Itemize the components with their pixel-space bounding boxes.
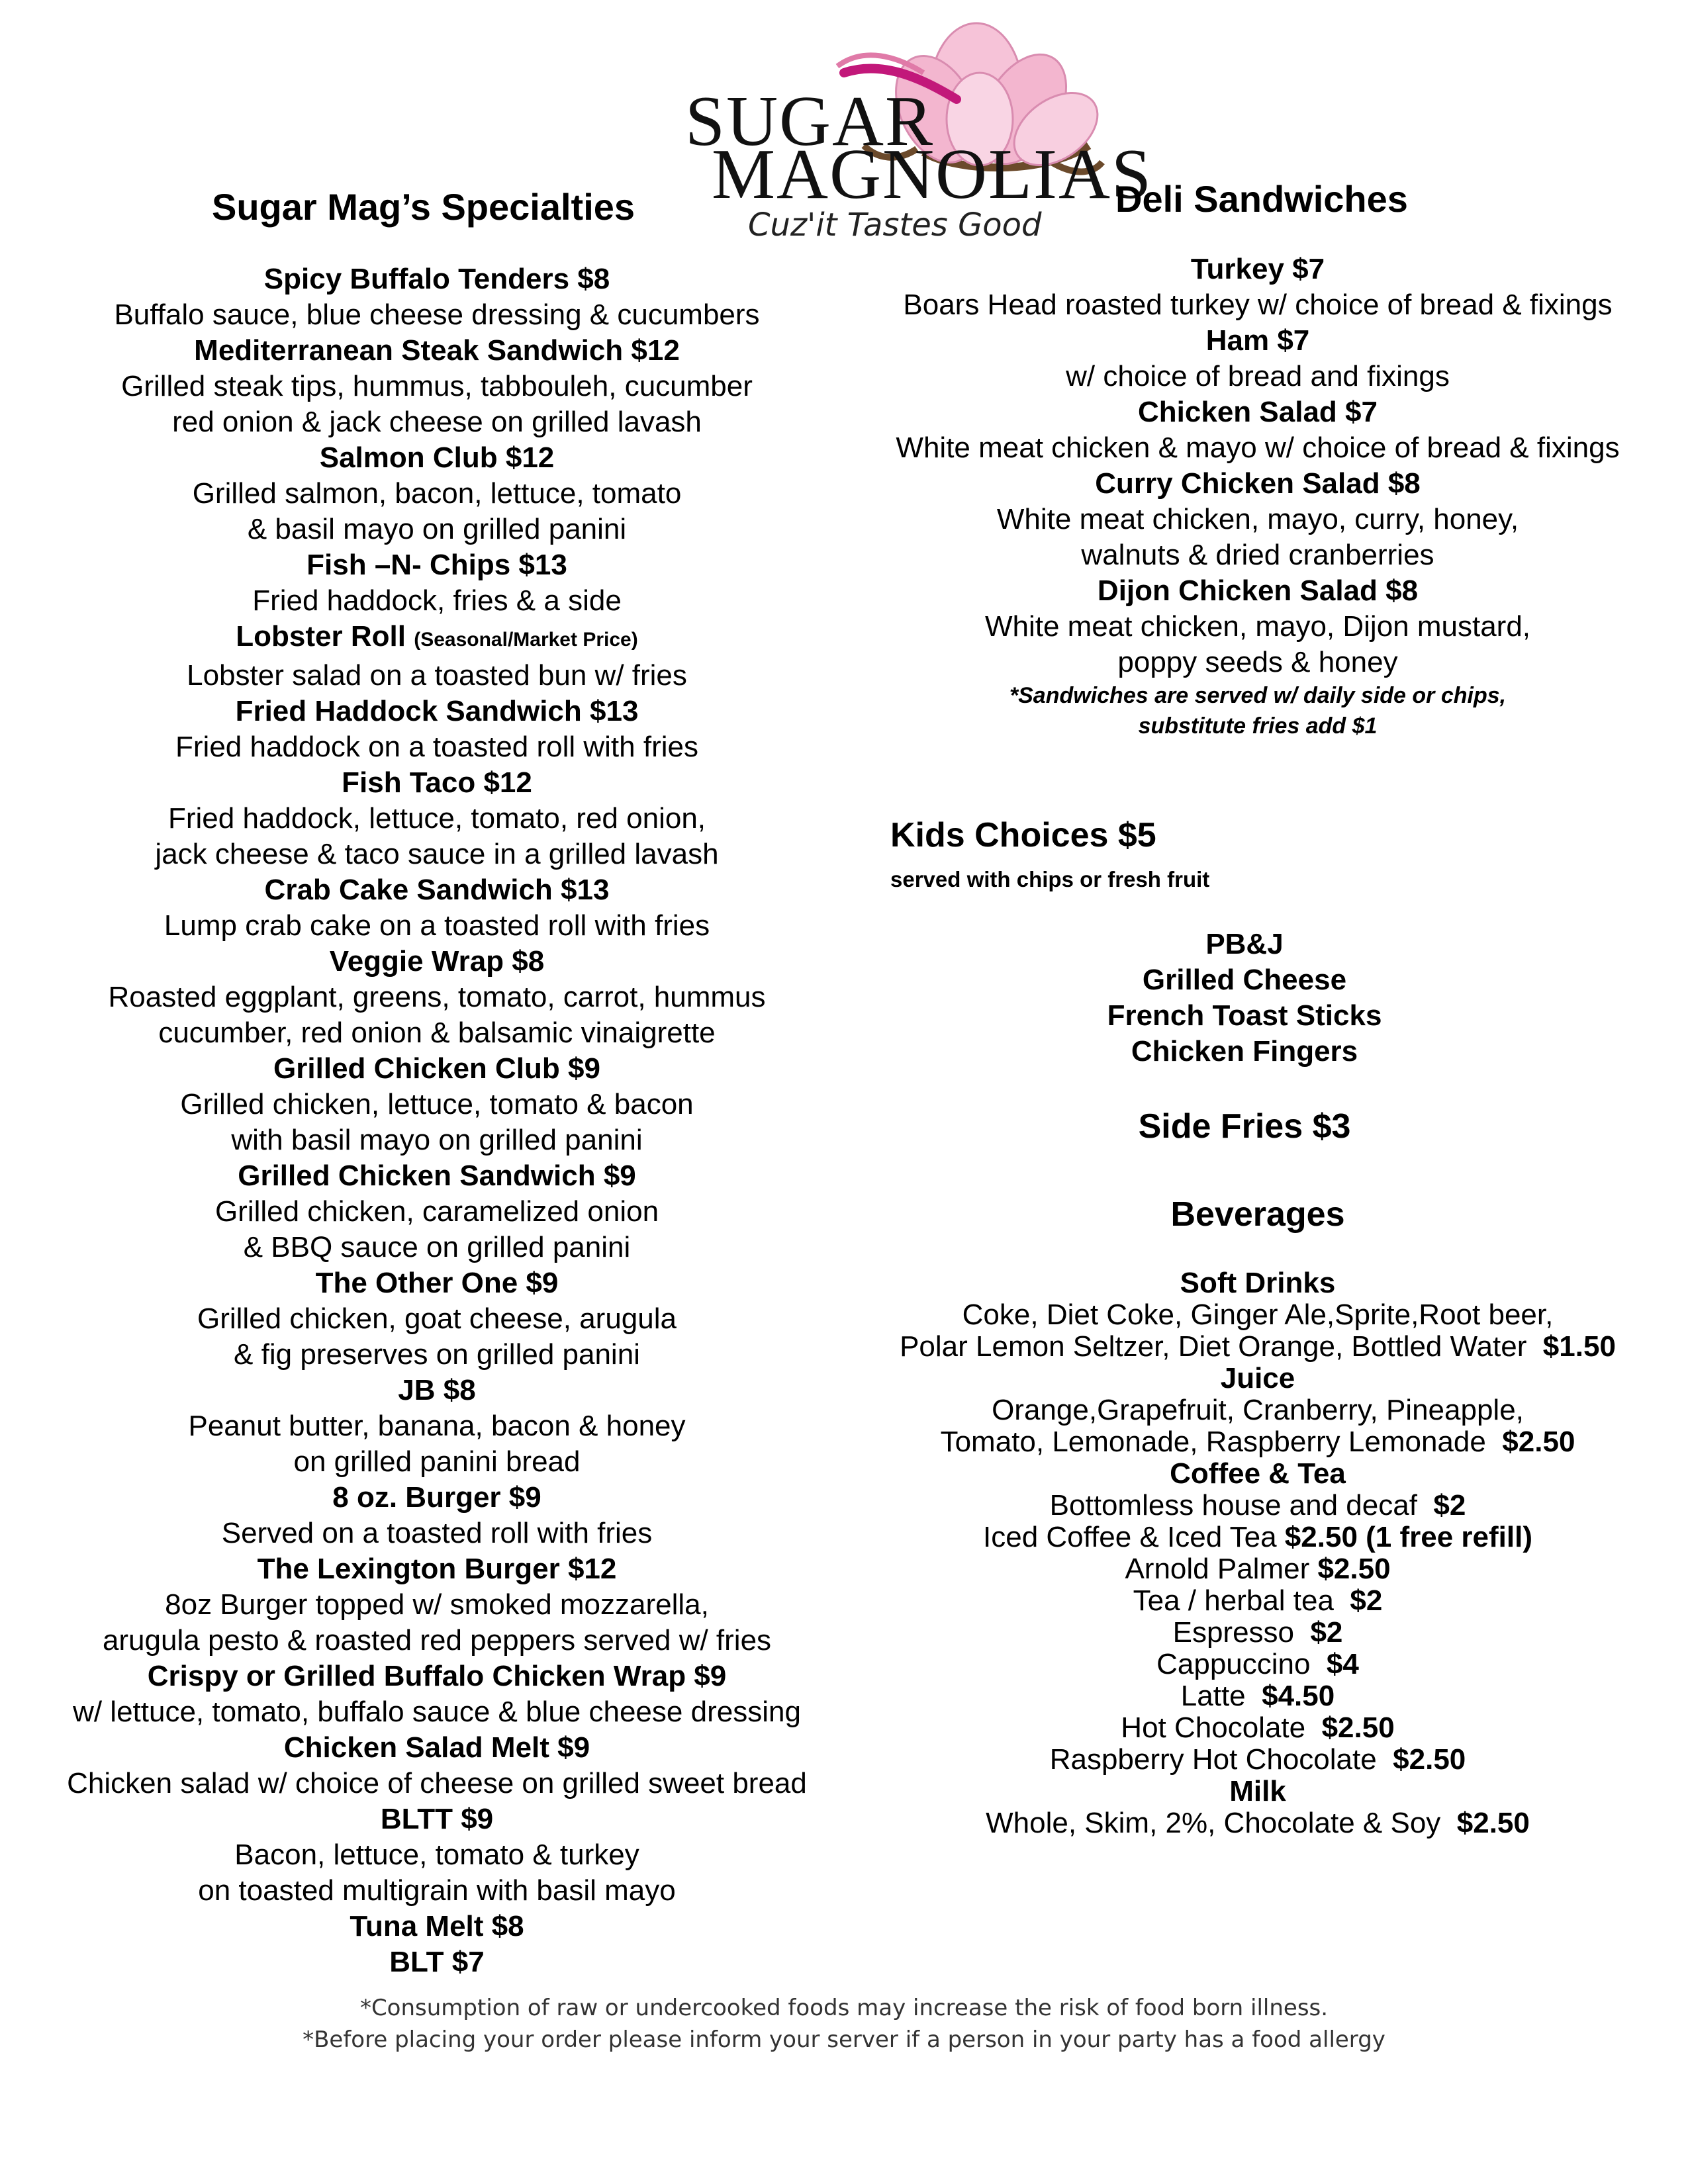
specialties-title: Sugar Mag’s Specialties: [212, 186, 635, 228]
beverage-text: Hot Chocolate: [1121, 1711, 1306, 1744]
beverage-price: $2.50 (1 free refill): [1276, 1521, 1532, 1553]
menu-item-desc: on toasted multigrain with basil mayo: [198, 1874, 676, 1907]
beverage-line: [847, 1426, 1668, 1458]
menu-item-note: (Seasonal/Market Price): [414, 629, 638, 651]
beverage-text: Polar Lemon Seltzer, Diet Orange, Bottled Water: [900, 1330, 1527, 1363]
beverage-line: [847, 1712, 1668, 1744]
beverage-line: [847, 1744, 1668, 1776]
menu-item-name: [40, 440, 834, 476]
menu-item-name: Curry Chicken Salad $8: [1095, 467, 1421, 500]
beverage-text: Arnold Palmer: [1125, 1553, 1310, 1585]
beverage-group-name: Milk: [1229, 1775, 1286, 1807]
beverage-price: $2: [1333, 1584, 1383, 1617]
menu-item-title: JB $8: [398, 1374, 476, 1406]
beverage-group-name: Juice: [1220, 1362, 1295, 1394]
beverage-line: [847, 1585, 1668, 1617]
beverage-text: Orange,Grapefruit, Cranberry, Pineapple,: [992, 1394, 1524, 1426]
menu-item-title: Mediterranean Steak Sandwich $12: [194, 334, 680, 367]
kids-title: Kids Choices $5: [890, 816, 1156, 854]
menu-item-desc: Buffalo sauce, blue cheese dressing & cucumbers: [114, 298, 760, 331]
menu-item-desc: & basil mayo on grilled panini: [247, 513, 627, 545]
menu-item-desc: cucumber, red onion & balsamic vinaigrette: [158, 1017, 716, 1049]
kids-item: French Toast Sticks: [1107, 999, 1382, 1032]
beverage-price: $2.50: [1440, 1807, 1530, 1839]
kids-item: Grilled Cheese: [1142, 964, 1347, 996]
menu-item-name: [40, 1373, 834, 1408]
menu-item-title: Grilled Chicken Sandwich $9: [238, 1160, 636, 1192]
beverage-text: Latte: [1180, 1680, 1246, 1712]
menu-item-desc: walnuts & dried cranberries: [1081, 539, 1434, 571]
menu-item-name: Turkey $7: [1190, 253, 1325, 285]
logo-line-1: SUGAR: [685, 82, 935, 161]
menu-item-desc: Fried haddock, fries & a side: [252, 584, 622, 617]
menu-item-title: Fish Taco $12: [342, 766, 532, 799]
deli-note: substitute fries add $1: [1138, 713, 1378, 739]
beverage-line: [847, 1617, 1668, 1649]
beverage-price: $1.50: [1526, 1330, 1616, 1363]
beverage-price: $2: [1417, 1489, 1466, 1522]
logo: [675, 20, 1152, 244]
menu-item-name: Dijon Chicken Salad $8: [1097, 574, 1419, 607]
logo-tagline: Cuz'it Tastes Good: [748, 206, 1042, 244]
beverage-price: $2: [1294, 1616, 1343, 1649]
menu-item-title: Crispy or Grilled Buffalo Chicken Wrap $9: [147, 1660, 727, 1692]
beverage-text: Cappuccino: [1156, 1648, 1311, 1680]
beverage-text: Coke, Diet Coke, Ginger Ale,Sprite,Root beer,: [962, 1298, 1554, 1331]
menu-item-desc: poppy seeds & honey: [1117, 646, 1398, 678]
menu-item-desc: Boars Head roasted turkey w/ choice of bread & fixings: [903, 289, 1613, 321]
menu-item-name: [40, 1909, 834, 1944]
beverage-text: Espresso: [1172, 1616, 1295, 1649]
menu-item-desc: Fried haddock on a toasted roll with fries: [175, 731, 698, 763]
menu-item-title: The Lexington Burger $12: [257, 1553, 617, 1585]
beverage-text: Raspberry Hot Chocolate: [1049, 1743, 1377, 1776]
kids-list: [1033, 927, 1456, 1069]
menu-item-title: Grilled Chicken Club $9: [273, 1052, 600, 1085]
menu-item-title: Salmon Club $12: [319, 441, 555, 474]
menu-item-title: Lobster Roll: [236, 620, 406, 653]
menu-item-title: Crab Cake Sandwich $13: [264, 874, 610, 906]
beverage-text: Tea / herbal tea: [1133, 1584, 1334, 1617]
menu-item-desc: Grilled chicken, goat cheese, arugula: [197, 1302, 677, 1335]
menu-item-title: Fried Haddock Sandwich $13: [235, 695, 639, 727]
menu-item-desc: Grilled steak tips, hummus, tabbouleh, cucumber: [121, 370, 753, 402]
menu-item-desc: White meat chicken & mayo w/ choice of bread & fixings: [896, 432, 1620, 464]
menu-item-name: Ham $7: [1205, 324, 1310, 357]
side-fries: Side Fries $3: [1138, 1107, 1351, 1146]
beverage-price: $4: [1310, 1648, 1359, 1680]
beverage-line: [847, 1649, 1668, 1680]
menu-item-desc: Bacon, lettuce, tomato & turkey: [234, 1839, 639, 1871]
menu-item-title: 8 oz. Burger $9: [332, 1481, 541, 1514]
menu-item-name: [40, 1480, 834, 1516]
menu-item-name: [40, 619, 834, 658]
beverage-line: [847, 1394, 1668, 1426]
menu-item-name: [40, 1551, 834, 1587]
beverage-text: Whole, Skim, 2%, Chocolate & Soy: [986, 1807, 1441, 1839]
beverages-title: Beverages: [1170, 1195, 1345, 1234]
menu-item-name: [40, 1158, 834, 1194]
kids-item: Chicken Fingers: [1131, 1035, 1358, 1068]
menu-item-title: Tuna Melt $8: [350, 1910, 524, 1942]
menu-item-name: [40, 1944, 834, 1980]
menu-item-title: Chicken Salad Melt $9: [283, 1731, 590, 1764]
menu-item-desc: Chicken salad w/ choice of cheese on grilled sweet bread: [67, 1767, 807, 1799]
menu-item-name: [40, 872, 834, 908]
footer-line: *Consumption of raw or undercooked foods may increase the risk of food born illness.: [359, 1995, 1329, 2021]
beverage-price: $2.50: [1376, 1743, 1466, 1776]
menu-item-desc: Lobster salad on a toasted bun w/ fries: [187, 659, 687, 692]
menu-item-name: [40, 1801, 834, 1837]
menu-item-name: [40, 694, 834, 729]
menu-item-desc: w/ choice of bread and fixings: [1066, 360, 1450, 392]
menu-item-desc: White meat chicken, mayo, curry, honey,: [996, 503, 1519, 535]
deli-title: Deli Sandwiches: [1115, 178, 1408, 220]
beverage-price: $4.50: [1245, 1680, 1335, 1712]
menu-item-title: Fish –N- Chips $13: [306, 549, 567, 581]
specialties-list: [40, 261, 834, 1980]
footer-line: *Before placing your order please inform your server if a person in your party has a food allergy: [303, 2026, 1385, 2053]
menu-item-desc: & BBQ sauce on grilled panini: [243, 1231, 631, 1263]
beverage-line: [847, 1680, 1668, 1712]
beverage-line: [847, 1490, 1668, 1522]
menu-item-desc: Served on a toasted roll with fries: [221, 1517, 653, 1549]
kids-item: PB&J: [1205, 928, 1284, 960]
menu-item-desc: Grilled chicken, lettuce, tomato & bacon: [180, 1088, 694, 1120]
menu-item-desc: on grilled panini bread: [293, 1445, 581, 1478]
beverage-line: [847, 1553, 1668, 1585]
menu-item-name: [40, 261, 834, 297]
menu-item-name: Chicken Salad $7: [1138, 396, 1378, 428]
beverage-text: Iced Coffee & Iced Tea: [983, 1521, 1277, 1553]
beverage-price: $2.50: [1305, 1711, 1395, 1744]
beverage-group-name: Coffee & Tea: [1170, 1457, 1346, 1490]
kids-subtitle: served with chips or fresh fruit: [890, 867, 1210, 891]
menu-item-desc: Peanut butter, banana, bacon & honey: [188, 1410, 686, 1442]
beverage-line: [847, 1522, 1668, 1553]
deli-list: [847, 251, 1668, 741]
menu-item-name: [40, 1730, 834, 1766]
beverage-group-name: Soft Drinks: [1180, 1267, 1336, 1299]
logo-line-2: MAGNOLIAS: [712, 135, 1152, 214]
menu-item-title: BLT $7: [389, 1946, 485, 1978]
menu-item-desc: & fig preserves on grilled panini: [234, 1338, 640, 1371]
beverage-text: Tomato, Lemonade, Raspberry Lemonade: [940, 1426, 1486, 1458]
menu-item-desc: red onion & jack cheese on grilled lavash: [172, 406, 702, 438]
beverage-line: [847, 1331, 1668, 1363]
menu-item-name: [40, 1659, 834, 1694]
menu-item-desc: arugula pesto & roasted red peppers served w/ fries: [102, 1624, 772, 1657]
menu-item-desc: jack cheese & taco sauce in a grilled lavash: [155, 838, 719, 870]
footer: [0, 1992, 1688, 2056]
menu-item-title: Veggie Wrap $8: [329, 945, 545, 978]
menu-item-name: [40, 1051, 834, 1087]
menu-item-desc: Lump crab cake on a toasted roll with fries: [164, 909, 710, 942]
menu-item-desc: 8oz Burger topped w/ smoked mozzarella,: [165, 1588, 709, 1621]
menu-item-title: The Other One $9: [315, 1267, 559, 1299]
menu-item-name: [40, 1265, 834, 1301]
beverage-price: $2.50: [1309, 1553, 1391, 1585]
beverage-price: $2.50: [1485, 1426, 1575, 1458]
menu-item-name: [40, 547, 834, 583]
menu-item-name: [40, 765, 834, 801]
menu-item-desc: Grilled salmon, bacon, lettuce, tomato: [192, 477, 682, 510]
menu-item-desc: Roasted eggplant, greens, tomato, carrot, hummus: [108, 981, 766, 1013]
menu-item-title: BLTT $9: [380, 1803, 494, 1835]
menu-item-desc: White meat chicken, mayo, Dijon mustard,: [984, 610, 1531, 643]
menu-item-desc: w/ lettuce, tomato, buffalo sauce & blue cheese dressing: [73, 1696, 801, 1728]
menu-item-desc: Grilled chicken, caramelized onion: [214, 1195, 659, 1228]
menu-item-title: Spicy Buffalo Tenders $8: [263, 263, 610, 295]
beverage-line: [847, 1299, 1668, 1331]
menu-item-desc: with basil mayo on grilled panini: [231, 1124, 643, 1156]
deli-note: *Sandwiches are served w/ daily side or chips,: [1009, 683, 1507, 708]
menu-item-name: [40, 333, 834, 369]
menu-item-name: [40, 944, 834, 979]
beverages-list: [847, 1267, 1668, 1839]
beverage-line: [847, 1807, 1668, 1839]
beverage-text: Bottomless house and decaf: [1049, 1489, 1417, 1522]
menu-item-desc: Fried haddock, lettuce, tomato, red onion,: [167, 802, 706, 835]
